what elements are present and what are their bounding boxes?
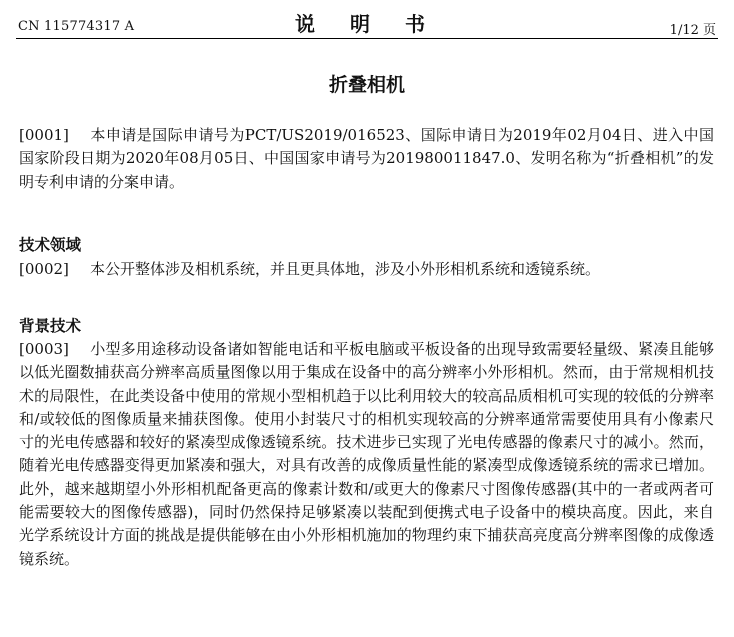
paragraph-number: [0003] <box>19 340 69 358</box>
page-indicator: 1/12 页 <box>669 23 716 38</box>
section-heading-tech-field: 技术领域 <box>19 236 82 254</box>
paragraph-text: 小型多用途移动设备诸如智能电话和平板电脑或平板设备的出现导致需要轻量级、紧凑且能够以低光圈数捕获高分辨率高质量图像以用于集成在设备中的高分辨率小外形相机。然而，由于常规相机技术的局限性，在此类设备中使用的常规小型相机趋于以比利用较大的较高品质相机可实现的较低的分辨率和/或较低的图像质量来捕获图像。使用小封装尺寸的相机实现较高的分辨率通常需要使用具有小像素尺寸的光电传感器和较好的紧凑型成像透镜系统。技术进步已实现了光电传感器的像素尺寸的减小。然而，随着光电传感器变得更加紧凑和强大，对具有改善的成像质量性能的紧凑型成像透镜系统的需求已增加。此外，越来越期望小外形相机配备更高的像素计数和/或更大的像素尺寸图像传感器(其中的一者或两者可能需要较大的图像传感器)，同时仍然保持足够紧凑以装配到便携式电子设备中的模块高度。因此，来自光学系统设计方面的挑战是提供能够在由小外形相机施加的物理约束下捕获高亮度高分辨率图像的成像透镜系统。 <box>19 340 714 568</box>
paragraph-number: [0001] <box>19 126 69 144</box>
paragraph-text: 本申请是国际申请号为PCT/US2019/016523、国际申请日为2019年02月04日、进入中国国家阶段日期为2020年08月05日、中国国家申请号为201980011847.0、发明名称为“折叠相机”的发明专利申请的分案申请。 <box>19 126 714 191</box>
paragraph-0001 <box>19 124 714 194</box>
paragraph-0003 <box>19 338 714 571</box>
publication-number: CN 115774317 A <box>18 19 135 34</box>
paragraph-text: 本公开整体涉及相机系统，并且更具体地，涉及小外形相机系统和透镜系统。 <box>90 260 601 278</box>
paragraph-number: [0002] <box>19 260 69 278</box>
document-type: 说 明 书 <box>295 12 439 36</box>
section-heading-background: 背景技术 <box>19 317 82 335</box>
header-rule <box>16 38 718 39</box>
invention-title: 折叠相机 <box>328 74 405 96</box>
paragraph-0002 <box>19 258 714 281</box>
